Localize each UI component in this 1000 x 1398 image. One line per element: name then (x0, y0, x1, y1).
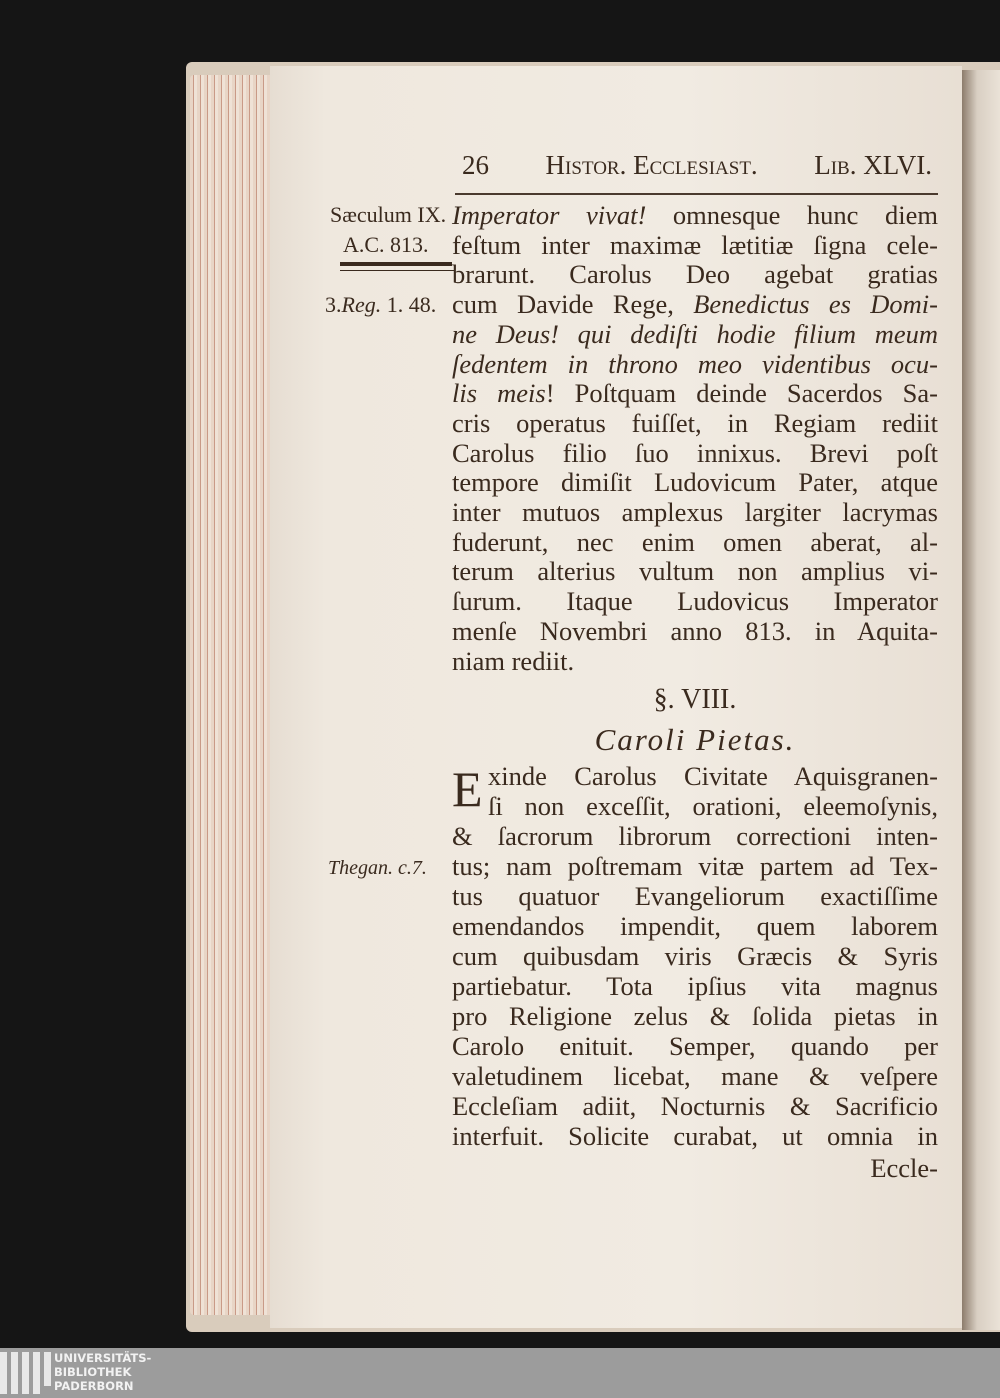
text-line (452, 230, 938, 260)
text-segment: xinde Carolus Civitate Aquisgranen- (488, 761, 938, 791)
text-line (488, 791, 938, 821)
ref-rest: 1. 48. (381, 292, 437, 317)
text-segment: Carolo enituit. Semper, quando per (452, 1031, 938, 1061)
text-line (452, 259, 938, 289)
section-number: §. VIII. (653, 684, 737, 715)
logo-line: PADERBORN (54, 1379, 134, 1393)
text-line (452, 319, 938, 349)
margin-note-saeculum: Sæculum IX. (330, 202, 447, 227)
text-segment: ſurum. Itaque Ludovicus Imperator (452, 586, 938, 617)
text-line (452, 438, 938, 468)
text-line (452, 408, 938, 438)
text-line (452, 821, 938, 851)
text-line (452, 646, 938, 676)
page-edges (190, 75, 274, 1315)
catchword: Eccle- (870, 1153, 938, 1183)
text-line (452, 881, 938, 911)
margin-rule-thin (340, 270, 454, 271)
text-line (452, 1091, 938, 1121)
text-segment: pro Religione zelus & ſolida pietas in (452, 1001, 938, 1031)
text-line (452, 941, 938, 971)
page-number: 26 (462, 150, 489, 180)
text-line (452, 467, 938, 497)
text-line (452, 586, 938, 616)
text-segment: valetudinem licebat, mane & veſpere (452, 1061, 938, 1091)
text-line (452, 1001, 938, 1031)
ref-num: 3. (325, 292, 342, 317)
running-header (462, 150, 932, 181)
text-line (488, 761, 938, 791)
text-segment: fuderunt, nec enim omen aberat, al- (452, 526, 938, 557)
text-segment: emendandos impendit, quem laborem (452, 911, 938, 941)
text-segment: & ſacrorum librorum correctioni inten- (452, 821, 938, 851)
text-segment: brarunt. Carolus Deo agebat gratias (452, 259, 938, 290)
text-segment: Eccleſiam adiit, Nocturnis & Sacrificio (452, 1091, 938, 1121)
logo-line: BIBLIOTHEK (54, 1365, 132, 1379)
margin-note-year: A.C. 813. (343, 232, 429, 257)
text-segment: niam rediit. (452, 645, 575, 676)
text-line (452, 1121, 938, 1151)
text-segment: tus; nam poſtremam vitæ partem ad Tex- (452, 851, 938, 881)
text-line (452, 851, 938, 881)
text-segment: tus quatuor Evangeliorum exactiſſime (452, 881, 938, 911)
margin-rule (340, 262, 452, 266)
text-segment: omnesque hunc diem (646, 200, 938, 230)
text-line (452, 1031, 938, 1061)
text-segment: menſe Novembri anno 813. in Aquita- (452, 615, 938, 646)
text-line (452, 1061, 938, 1091)
text-line (452, 349, 938, 379)
text-segment: cris operatus fuiſſet, in Regiam rediit (452, 407, 938, 438)
logo-line: UNIVERSITÄTS- (54, 1351, 152, 1365)
running-title: Histor. Ecclesiast. (545, 150, 758, 180)
drop-cap: E (452, 761, 483, 817)
text-segment: ſi non exceſſit, orationi, eleemoſynis, (488, 791, 938, 821)
library-logo-icon (0, 1352, 51, 1396)
facing-page-edge (962, 70, 1000, 1330)
text-segment: cum Davide Rege, (452, 289, 694, 320)
italic-text: ne Deus! qui dediſti hodie filium meum (452, 318, 938, 349)
section-title: Caroli Pietas. (594, 722, 796, 757)
text-segment: interfuit. Solicite curabat, ut omnia in (452, 1121, 938, 1151)
italic-text: Imperator vivat! (452, 200, 647, 230)
margin-note-reference (325, 290, 436, 320)
header-rule (455, 193, 938, 195)
book-number: Lib. XLVI. (814, 150, 932, 180)
text-segment: tempore dimiſit Ludovicum Pater, atque (452, 467, 938, 498)
ref-book: Reg. (341, 292, 382, 317)
text-line (452, 289, 938, 319)
margin-note-thegan: Thegan. c.7. (328, 857, 427, 879)
text-segment: feſtum inter maximæ lætitiæ ſigna cele- (452, 229, 938, 260)
text-segment: ! Poſtquam deinde Sacerdos Sa- (545, 378, 938, 409)
italic-text: Benedictus es Domi- (693, 289, 938, 320)
text-line (452, 616, 938, 646)
text-line (452, 378, 938, 408)
text-segment: cum quibusdam viris Græcis & Syris (452, 941, 938, 971)
text-segment: Carolus filio ſuo innixus. Brevi poſt (452, 437, 938, 468)
text-segment: partiebatur. Tota ipſius vita magnus (452, 971, 938, 1001)
italic-text: ſedentem in throno meo videntibus ocu- (452, 348, 938, 379)
library-logo-text (54, 1351, 151, 1393)
text-segment: terum alterius vultum non amplius vi- (452, 556, 938, 587)
text-line (452, 527, 938, 557)
library-footer (0, 1348, 1000, 1398)
text-line (452, 971, 938, 1001)
text-line (452, 556, 938, 586)
text-line (452, 200, 938, 230)
text-line (452, 911, 938, 941)
text-line (452, 497, 938, 527)
italic-text: lis meis (452, 378, 546, 409)
text-segment: inter mutuos amplexus largiter lacrymas (452, 497, 938, 527)
